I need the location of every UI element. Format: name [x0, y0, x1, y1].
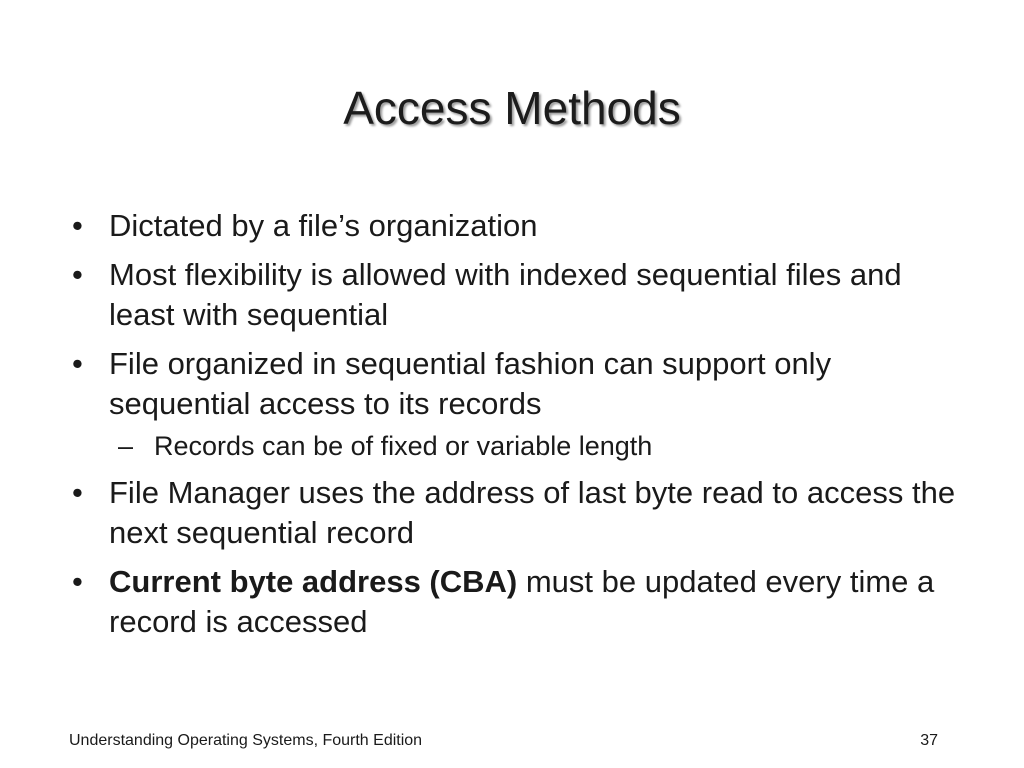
bullet-text: File organized in sequential fashion can support only sequential access to its records	[109, 346, 832, 421]
slide-title: Access Methods	[343, 82, 681, 134]
bullet-item	[72, 206, 972, 246]
sub-bullet-text: Records can be of fixed or variable length	[154, 431, 653, 461]
bullet-text: File Manager uses the address of last byte read to access the next sequential record	[109, 475, 956, 550]
bullet-marker: •	[72, 257, 83, 292]
sub-bullet-marker: –	[118, 431, 134, 461]
bullet-text: must be updated every time a record is accessed	[109, 564, 935, 639]
bullet-item	[72, 473, 972, 553]
bullet-marker: •	[72, 475, 83, 510]
footer-book-title: Understanding Operating Systems, Fourth Edition	[69, 732, 423, 749]
bullet-item	[72, 562, 972, 642]
bullet-text: Most flexibility is allowed with indexed sequential files and least with sequential	[109, 257, 902, 332]
bullet-bold-term: Current byte address (CBA)	[109, 564, 518, 599]
sub-bullet-item	[72, 429, 972, 463]
bullet-marker: •	[72, 564, 83, 599]
bullet-text: Dictated by a file’s organization	[109, 208, 538, 243]
bullet-item	[72, 344, 972, 424]
bullet-marker: •	[72, 346, 83, 381]
footer-page-number: 37	[920, 732, 938, 749]
bullet-item	[72, 255, 972, 335]
bullet-marker: •	[72, 208, 83, 243]
bullet-list	[72, 206, 972, 651]
